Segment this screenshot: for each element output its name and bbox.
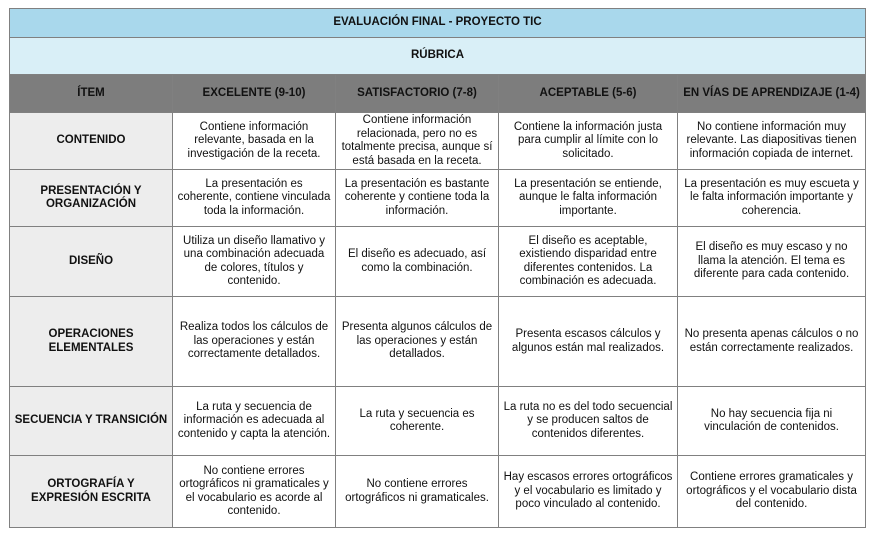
title-row xyxy=(10,9,866,38)
cell-aceptable: Contiene la información justa para cumplir al límite con lo solicitado. xyxy=(499,113,678,170)
row-item-label: SECUENCIA Y TRANSICIÓN xyxy=(10,387,173,456)
table-row xyxy=(10,297,866,387)
column-header-en-vias: EN VÍAS DE APRENDIZAJE (1-4) xyxy=(678,75,866,113)
table-row xyxy=(10,387,866,456)
column-header-satisfactorio: SATISFACTORIO (7-8) xyxy=(336,75,499,113)
cell-en-vias: No hay secuencia fija ni vinculación de contenidos. xyxy=(678,387,866,456)
cell-excelente: No contiene errores ortográficos ni gramaticales y el vocabulario es acorde al contenido. xyxy=(173,456,336,528)
cell-satisfactorio: El diseño es adecuado, así como la combinación. xyxy=(336,227,499,297)
table-row xyxy=(10,113,866,170)
cell-aceptable: La ruta no es del todo secuencial y se producen saltos de contenidos diferentes. xyxy=(499,387,678,456)
cell-aceptable: Hay escasos errores ortográficos y el vocabulario es limitado y poco vinculado al contenido. xyxy=(499,456,678,528)
table-row xyxy=(10,456,866,528)
column-header-aceptable: ACEPTABLE (5-6) xyxy=(499,75,678,113)
cell-en-vias: El diseño es muy escaso y no llama la atención. El tema es diferente para cada contenido. xyxy=(678,227,866,297)
row-item-label: DISEÑO xyxy=(10,227,173,297)
table-row xyxy=(10,170,866,227)
cell-aceptable: El diseño es aceptable, existiendo disparidad entre diferentes contenidos. La combinación es adecuada. xyxy=(499,227,678,297)
subtitle-row xyxy=(10,38,866,75)
table-row xyxy=(10,227,866,297)
cell-en-vias: No presenta apenas cálculos o no están correctamente realizados. xyxy=(678,297,866,387)
cell-en-vias: Contiene errores gramaticales y ortográficos y el vocabulario dista del contenido. xyxy=(678,456,866,528)
cell-en-vias: La presentación es muy escueta y le falta información importante y coherencia. xyxy=(678,170,866,227)
table-subtitle: RÚBRICA xyxy=(10,38,866,75)
cell-satisfactorio: La presentación es bastante coherente y contiene toda la información. xyxy=(336,170,499,227)
column-header-item: ÍTEM xyxy=(10,75,173,113)
row-item-label: OPERACIONES ELEMENTALES xyxy=(10,297,173,387)
row-item-label: ORTOGRAFÍA Y EXPRESIÓN ESCRITA xyxy=(10,456,173,528)
row-item-label: CONTENIDO xyxy=(10,113,173,170)
rubric-table xyxy=(9,8,866,528)
cell-excelente: La ruta y secuencia de información es adecuada al contenido y capta la atención. xyxy=(173,387,336,456)
cell-en-vias: No contiene información muy relevante. Las diapositivas tienen información copiada de internet. xyxy=(678,113,866,170)
cell-satisfactorio: La ruta y secuencia es coherente. xyxy=(336,387,499,456)
cell-excelente: Utiliza un diseño llamativo y una combinación adecuada de colores, títulos y contenido. xyxy=(173,227,336,297)
cell-aceptable: Presenta escasos cálculos y algunos están mal realizados. xyxy=(499,297,678,387)
column-header-excelente: EXCELENTE (9-10) xyxy=(173,75,336,113)
cell-satisfactorio: Presenta algunos cálculos de las operaciones y están detallados. xyxy=(336,297,499,387)
column-header-row xyxy=(10,75,866,113)
cell-excelente: Contiene información relevante, basada en la investigación de la receta. xyxy=(173,113,336,170)
cell-excelente: Realiza todos los cálculos de las operaciones y están correctamente detallados. xyxy=(173,297,336,387)
row-item-label: PRESENTACIÓN Y ORGANIZACIÓN xyxy=(10,170,173,227)
cell-satisfactorio: Contiene información relacionada, pero no es totalmente precisa, aunque sí está basada en la receta. xyxy=(336,113,499,170)
cell-satisfactorio: No contiene errores ortográficos ni gramaticales. xyxy=(336,456,499,528)
cell-excelente: La presentación es coherente, contiene vinculada toda la información. xyxy=(173,170,336,227)
cell-aceptable: La presentación se entiende, aunque le falta información importante. xyxy=(499,170,678,227)
table-title: EVALUACIÓN FINAL - PROYECTO TIC xyxy=(10,9,866,38)
